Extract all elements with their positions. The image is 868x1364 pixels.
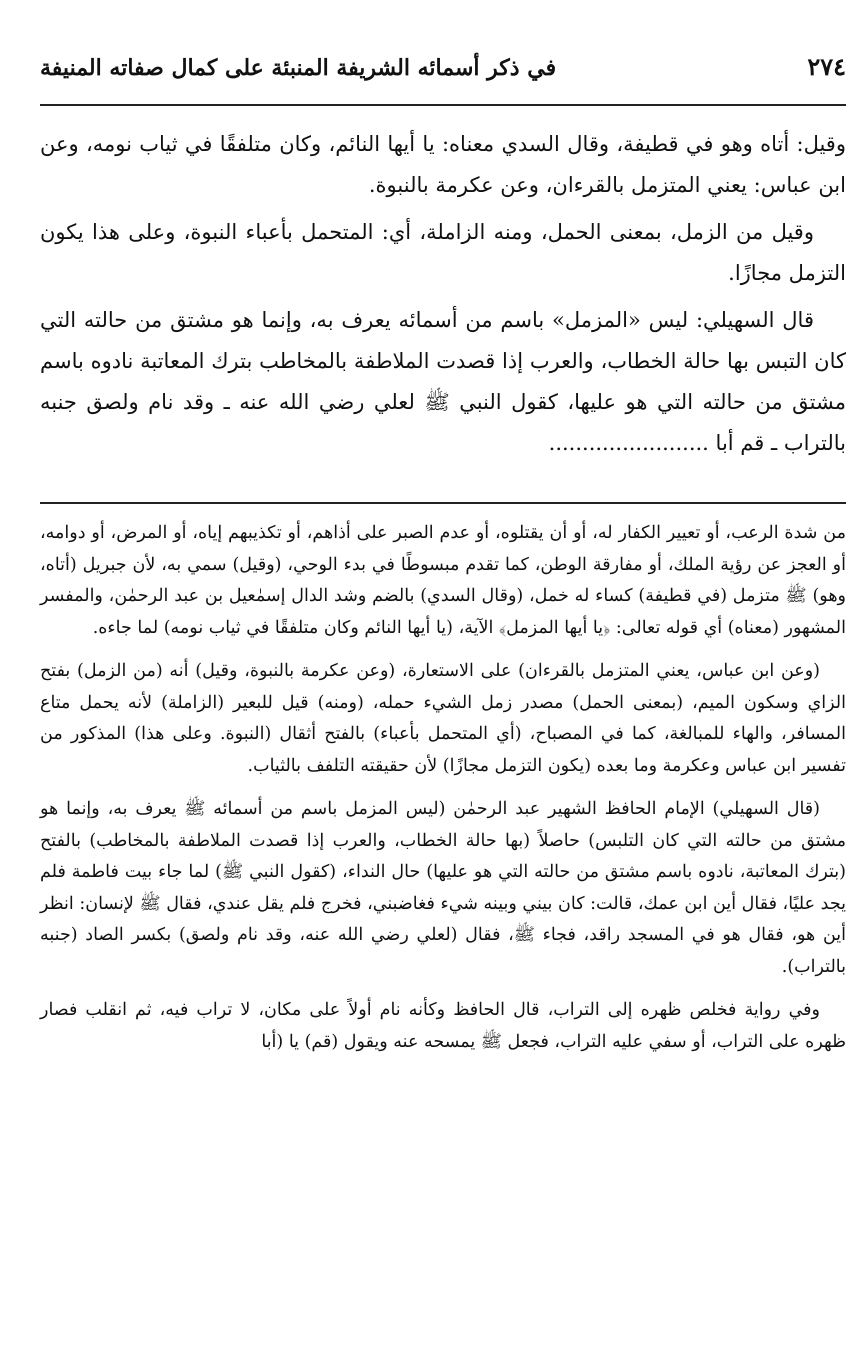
continuation-dots: ........................ (548, 431, 709, 455)
commentary-paragraph: (قال السهيلي) الإمام الحافظ الشهير عبد الرحمٰن (ليس المزمل باسم من أسمائه ﷺ يعرف به، وإنما هو مشتق من حالته التي كان التلبس) حاصلاً (بها حالة الخطاب، والعرب إذا قصدت الملاطفة بالمخاطب) بالفتح (بترك المعاتبة، نادوه باسم مشتق من حالته التي هو عليها) حال النداء، (كقول النبي ﷺ) لما جاء بيت فاطمة فلم يجد عليًا، فقال أين ابن عمك، قالت: كان بيني وبينه شيء فغاضبني، فخرج فلم يقل عندي، فقال ﷺ لإنسان: انظر أين هو، فقال هو في المسجد راقد، فجاء ﷺ، فقال (لعلي رضي الله عنه، وقد نام ولصق) بكسر الصاد (جنبه بالتراب). (40, 799, 846, 977)
commentary-text (40, 518, 846, 1070)
commentary-paragraph: (وعن ابن عباس، يعني المتزمل بالقرءان) على الاستعارة، (وعن عكرمة بالنبوة، وقيل) أنه (من الزمل) بفتح الزاي وسكون الميم، (بمعنى الحمل) مصدر زمل الشيء حمله، (ومنه) قيل للبعير (الزاملة) لأنه يحمل متاع المسافر، والهاء للمبالغة، كما في المصباح، (أي المتحمل بأعباء) بالفتح أثقال (النبوة. وعلى هذا) المذكور من تفسير ابن عباس وعكرمة وما بعده (يكون التزمل مجازًا) لأن حقيقته التلفف بالثياب. (40, 661, 846, 776)
page-number: ٢٧٤ (807, 52, 846, 81)
running-title: في ذكر أسمائه الشريفة المنبئة على كمال صفاته المنيفة (40, 55, 557, 81)
text-separator-rule (40, 502, 846, 504)
main-paragraph: وقيل من الزمل، بمعنى الحمل، ومنه الزاملة، أي: المتحمل بأعباء النبوة، وعلى هذا يكون التزمل مجازًا. (40, 220, 846, 285)
main-paragraph-text: قال السهيلي: ليس «المزمل» باسم من أسمائه يعرف به، وإنما هو مشتق من حالته التي كان التبس بها حالة الخطاب، والعرب إذا قصدت الملاطفة بالمخاطب بترك المعاتبة نادوه باسم مشتق من حالته التي هو عليها، كقول النبي ﷺ لعلي رضي الله عنه ـ وقد نام ولصق جنبه بالتراب ـ قم أبا (40, 308, 846, 455)
page-header (40, 52, 846, 81)
main-paragraph (40, 300, 846, 464)
main-paragraph: وقيل: أتاه وهو في قطيفة، وقال السدي معناه: يا أيها النائم، وكان متلفقًا في ثياب نومه، وعن ابن عباس: يعني المتزمل بالقرءان، وعن عكرمة بالنبوة. (40, 132, 846, 197)
commentary-paragraph: من شدة الرعب، أو تعيير الكفار له، أو أن يقتلوه، أو عدم الصبر على أذاهم، أو تكذيبهم إياه، أو المرض، أو دوامه، أو العجز عن رؤية الملك، أو مفارقة الوطن، كما تقدم مبسوطًا في بدء الوحي، (وقيل) سمي به، لأن جبريل (أتاه، وهو) ﷺ متزمل (في قطيفة) كساء له خمل، (وقال السدي) بالضم وشد الدال إسمٰعيل بن عبد الرحمٰن، والمفسر المشهور (معناه) أي قوله تعالى: ﴿يا أيها المزمل﴾ الآية، (يا أيها النائم وكان متلفقًا في ثياب نومه) لما جاءه. (40, 523, 846, 638)
main-text (40, 124, 846, 470)
commentary-paragraph: وفي رواية فخلص ظهره إلى التراب، قال الحافظ وكأنه نام أولاً على مكان، لا تراب فيه، ثم انقلب فصار ظهره على التراب، أو سفي عليه التراب، فجعل ﷺ يمسحه عنه ويقول (قم) يا (أبا (40, 1000, 846, 1052)
header-rule (40, 104, 846, 106)
